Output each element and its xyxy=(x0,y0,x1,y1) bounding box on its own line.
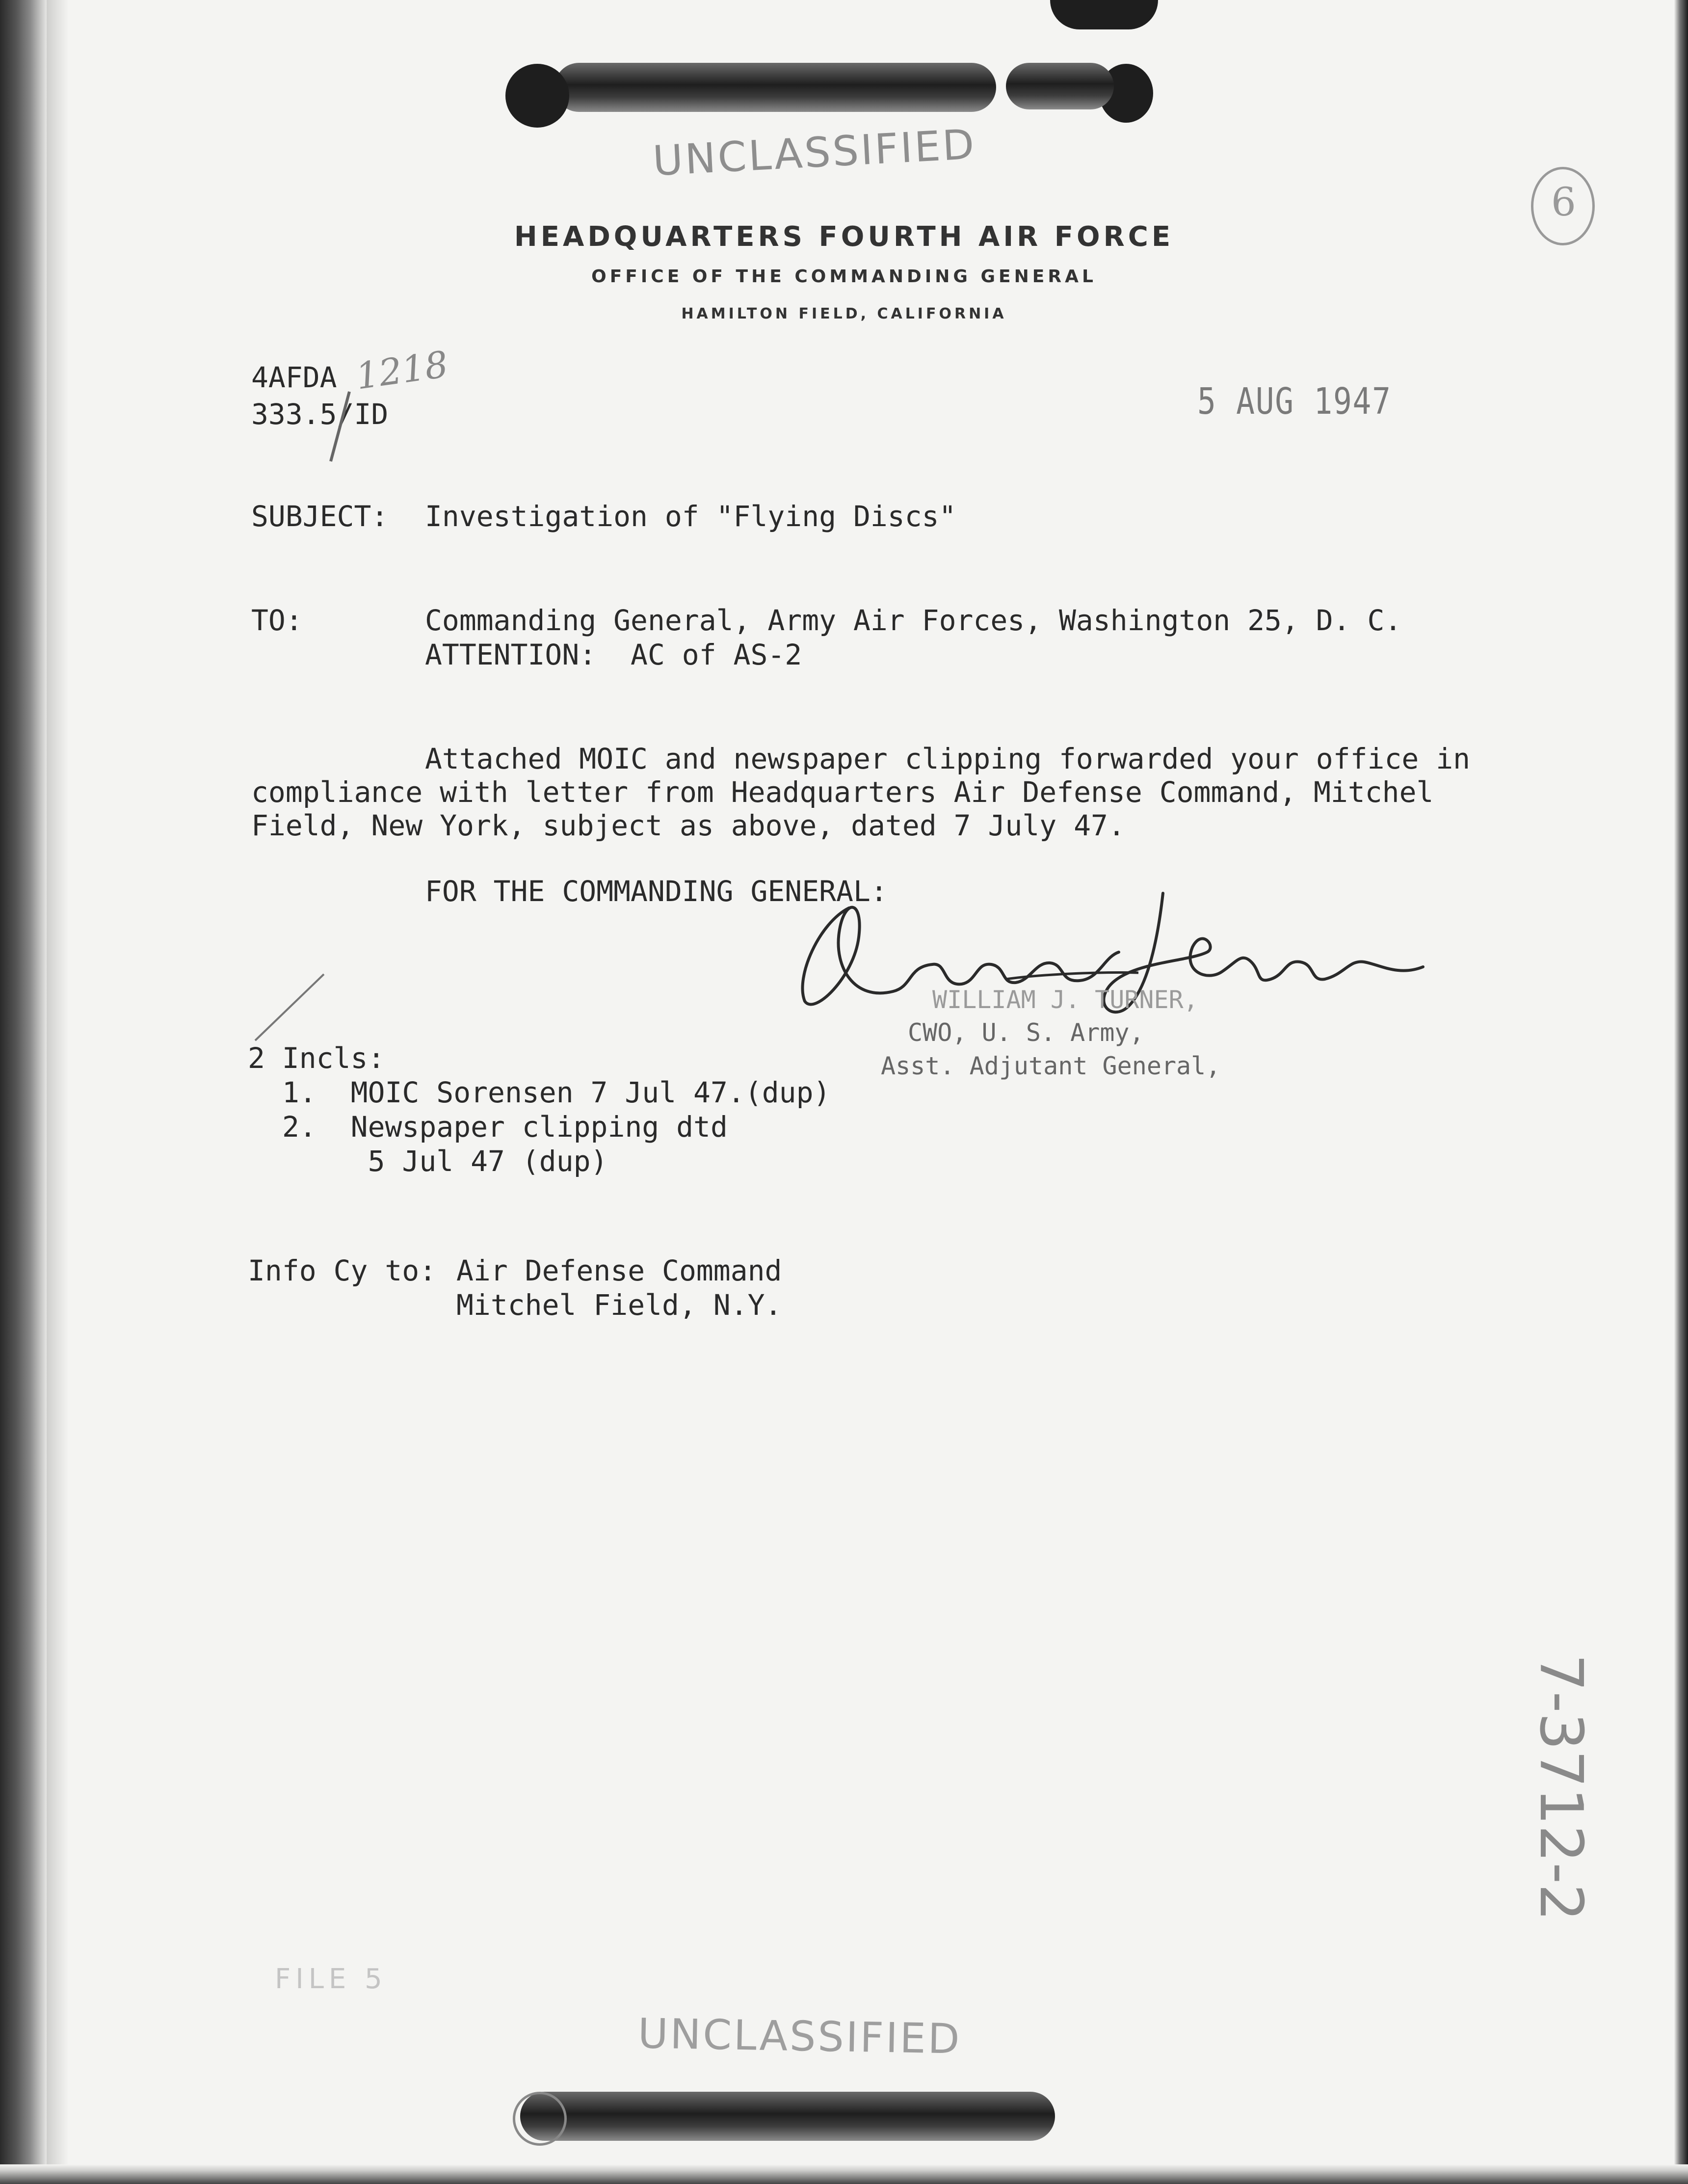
redaction-blob-left xyxy=(505,64,569,128)
file-reference: 333.5/ID xyxy=(251,398,389,431)
pen-stroke-mark xyxy=(250,972,329,1045)
scan-edge-left xyxy=(0,0,47,2184)
subject-label: SUBJECT: xyxy=(251,500,389,533)
letterhead-org: HEADQUARTERS FOURTH AIR FORCE xyxy=(514,221,1174,253)
signer-name: WILLIAM J. TURNER, xyxy=(932,985,1198,1014)
circled-number-text: 6 xyxy=(1551,179,1576,225)
to-label: TO: xyxy=(251,604,303,637)
subject-text: Investigation of "Flying Discs" xyxy=(425,500,956,533)
info-copy-line-1: Air Defense Command xyxy=(456,1254,782,1287)
enclosure-item-2-date: 5 Jul 47 (dup) xyxy=(282,1145,608,1178)
letterhead-location: HAMILTON FIELD, CALIFORNIA xyxy=(681,305,1007,322)
reference-code: 4AFDA xyxy=(251,361,337,394)
enclosure-item-2: 2. Newspaper clipping dtd xyxy=(282,1110,728,1144)
signer-rank: CWO, U. S. Army, xyxy=(908,1018,1144,1047)
scan-edge-right xyxy=(1674,0,1688,2184)
enclosures-header: 2 Incls: xyxy=(248,1041,385,1075)
margin-file-number: 7-3712-2 xyxy=(1527,1654,1595,1921)
scan-edge-bottom xyxy=(0,2164,1688,2184)
classification-stamp-bottom: UNCLASSIFIED xyxy=(637,2009,962,2063)
to-attention: ATTENTION: AC of AS-2 xyxy=(425,638,802,671)
body-line-1: Attached MOIC and newspaper clipping forwarded your office in xyxy=(425,742,1471,775)
faint-file-note: FILE 5 xyxy=(275,1963,387,1995)
handwritten-reference: 1218 xyxy=(353,343,451,398)
enclosure-item-1: 1. MOIC Sorensen 7 Jul 47.(dup) xyxy=(282,1076,831,1109)
scan-edge-shadow xyxy=(47,0,69,2184)
circled-page-number xyxy=(1531,167,1595,245)
signer-title: Asst. Adjutant General, xyxy=(881,1052,1221,1080)
classification-stamp-top: UNCLASSIFIED xyxy=(651,120,977,186)
body-line-2: compliance with letter from Headquarters Air Defense Command, Mitchel xyxy=(251,775,1434,809)
info-copy-line-2: Mitchel Field, N.Y. xyxy=(456,1288,782,1322)
date-received-stamp: 5 AUG 1947 xyxy=(1197,380,1392,423)
body-line-3: Field, New York, subject as above, dated 7 July 47. xyxy=(251,809,1125,842)
redaction-bar-bottom xyxy=(520,2092,1055,2141)
to-address: Commanding General, Army Air Forces, Washington 25, D. C. xyxy=(425,604,1402,637)
redaction-bar-top xyxy=(554,63,996,112)
letterhead-office: OFFICE OF THE COMMANDING GENERAL xyxy=(591,266,1097,287)
redaction-blob-bottom-left xyxy=(513,2092,567,2146)
dark-mark-top xyxy=(1050,0,1158,29)
closing-line: FOR THE COMMANDING GENERAL: xyxy=(425,875,888,908)
redaction-bar-top-right xyxy=(1006,63,1114,109)
handwritten-slash xyxy=(324,388,363,466)
info-copy-label: Info Cy to: xyxy=(248,1254,437,1287)
